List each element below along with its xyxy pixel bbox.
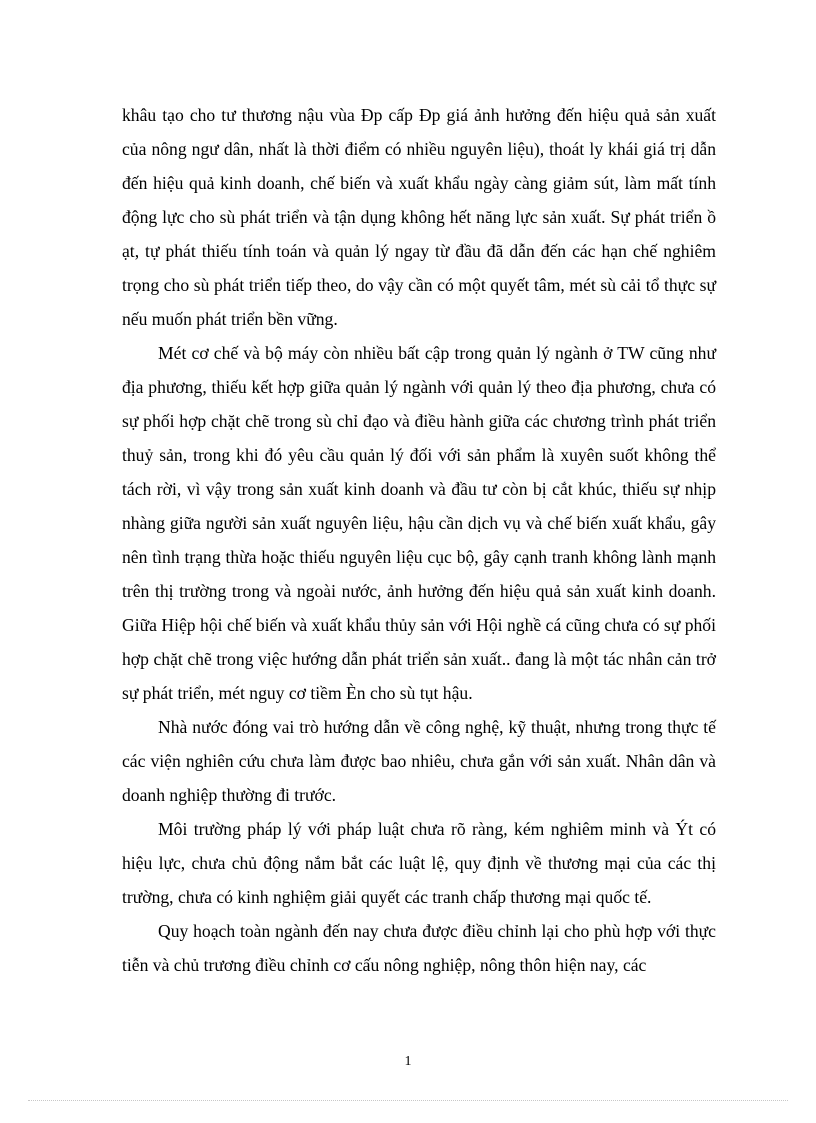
paragraph-3: Nhà nước đóng vai trò hướng dẫn về công nghệ, kỹ thuật, nhưng trong thực tế các viện nghiên cứu chưa làm được bao nhiêu, chưa gắn với sản xuất. Nhân dân và doanh nghiệp thường đi trước. (122, 717, 716, 805)
footer-divider (28, 1100, 788, 1101)
page-number: 1 (404, 1054, 412, 1069)
paragraph-2: Mét cơ chế và bộ máy còn nhiều bất cập trong quản lý ngành ở TW cũng như địa phương, thiếu kết hợp giữa quản lý ngành với quản lý theo địa phương, chưa có sự phối hợp chặt chẽ trong sù chỉ đạo và điều hành giữa các chương trình phát triển thuỷ sản, trong khi đó yêu cầu quản lý đối với sản phẩm là xuyên suốt không thể tách rời, vì vậy trong sản xuất kinh doanh và đầu tư còn bị cắt khúc, thiếu sự nhịp nhàng giữa người sản xuất nguyên liệu, hậu cần dịch vụ và chế biến xuất khẩu, gây nên tình trạng thừa hoặc thiếu nguyên liệu cục bộ, gây cạnh tranh không lành mạnh trên thị trường trong và ngoài nước, ảnh hưởng đến hiệu quả sản xuất kinh doanh. Giữa Hiệp hội chế biến và xuất khẩu thủy sản với Hội nghề cá cũng chưa có sự phối hợp chặt chẽ trong việc hướng dẫn phát triển sản xuất.. đang là một tác nhân cản trở sự phát triển, mét nguy cơ tiềm Èn cho sù tụt hậu. (122, 343, 716, 703)
body-text (122, 98, 716, 982)
paragraph-4: Môi trường pháp lý với pháp luật chưa rõ ràng, kém nghiêm minh và Ýt có hiệu lực, chưa chủ động nắm bắt các luật lệ, quy định về thương mại của các thị trường, chưa có kinh nghiệm giải quyết các tranh chấp thương mại quốc tế. (122, 819, 716, 907)
paragraph-1: khâu tạo cho tư thương nậu vùa Đp cấp Đp giá ảnh hưởng đến hiệu quả sản xuất của nông ngư dân, nhất là thời điểm có nhiều nguyên liệu), thoát ly khái giá trị dẫn đến hiệu quả kinh doanh, chế biến và xuất khẩu ngày càng giảm sút, làm mất tính động lực cho sù phát triển và tận dụng không hết năng lực sản xuất. Sự phát triển ồ ạt, tự phát thiếu tính toán và quản lý ngay từ đầu đã dẫn đến các hạn chế nghiêm trọng cho sù phát triển tiếp theo, do vậy cần có một quyết tâm, mét sù cải tổ thực sự nếu muốn phát triển bền vững. (122, 105, 716, 329)
paragraph-5: Quy hoạch toàn ngành đến nay chưa được điều chỉnh lại cho phù hợp với thực tiễn và chủ trương điều chỉnh cơ cấu nông nghiệp, nông thôn hiện nay, các (122, 921, 716, 975)
